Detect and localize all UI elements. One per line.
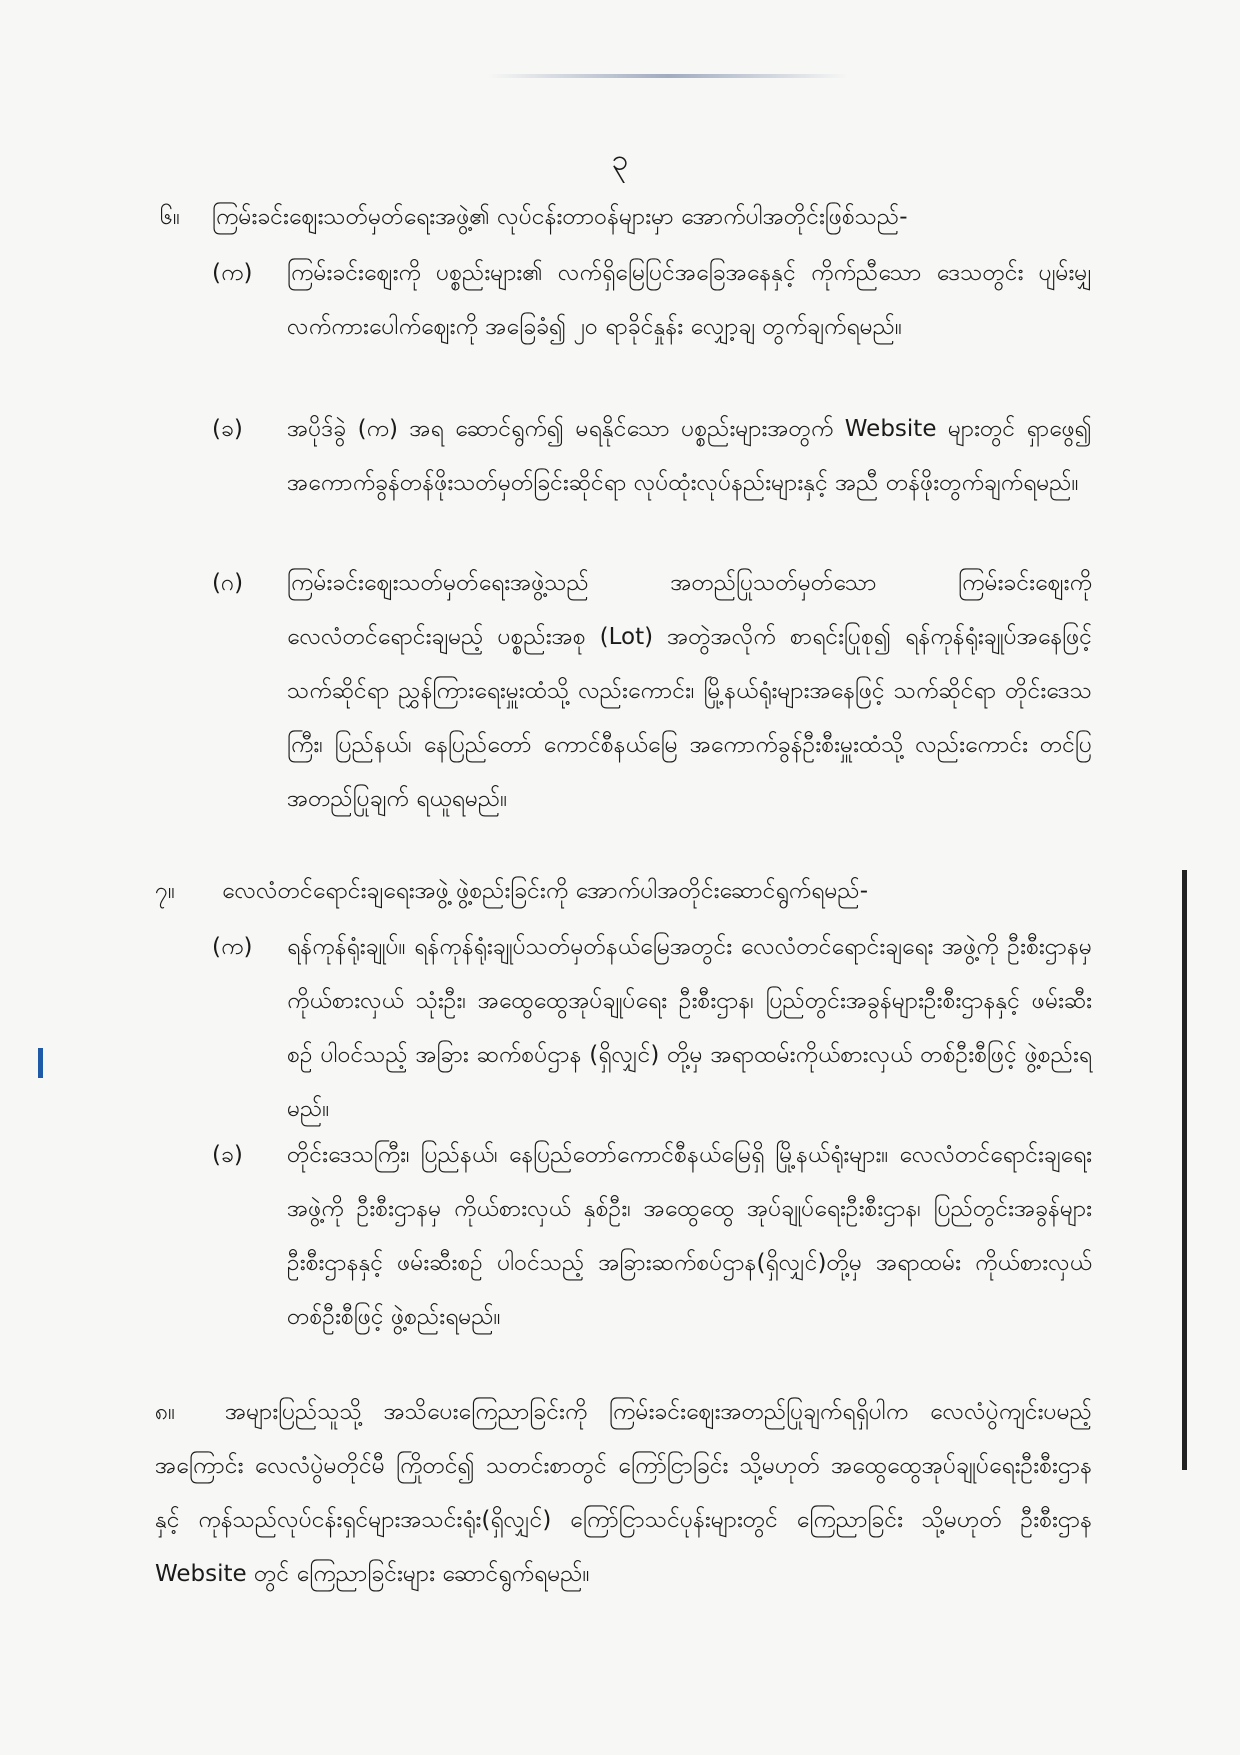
- section-7-item-label: (ခ): [212, 1142, 243, 1168]
- section-6-number: ၆။: [160, 204, 180, 230]
- scan-artifact-right-edge: [1182, 870, 1187, 1470]
- scan-artifact-top: [488, 74, 848, 78]
- section-6-heading: ကြမ်းခင်းဈေးသတ်မှတ်ရေးအဖွဲ့၏ လုပ်ငန်းတာဝန်များမှာ အောက်ပါအတိုင်းဖြစ်သည်-: [212, 204, 908, 230]
- section-6-item-label: (ဂ): [212, 570, 244, 596]
- section-7-heading: လေလံတင်ရောင်းချရေးအဖွဲ့ ဖွဲ့စည်းခြင်းကို အောက်ပါအတိုင်းဆောင်ရွက်ရမည်-: [222, 878, 869, 904]
- section-7-item-label: (က): [212, 934, 253, 960]
- section-7-number: ၇။: [155, 878, 175, 904]
- section-6-item-text: ကြမ်းခင်းဈေးသတ်မှတ်ရေးအဖွဲ့သည် အတည်ပြုသတ်မှတ်သော ကြမ်းခင်းဈေးကို လေလံတင်ရောင်းချမည့် ပစ္စည်းအစု (Lot) အတွဲအလိုက် စာရင်းပြုစု၍ ရန်ကုန်ရုံးချုပ်အနေဖြင့် သက်ဆိုင်ရာ ညွှန်ကြားရေးမှူးထံသို့ လည်းကောင်း၊ မြို့နယ်ရုံးများအနေဖြင့် သက်ဆိုင်ရာ တိုင်းဒေသကြီး၊ ပြည်နယ်၊ နေပြည်တော် ကောင်စီနယ်မြေ အကောက်ခွန်ဦးစီးမှူးထံသို့ လည်းကောင်း တင်ပြအတည်ပြုချက် ရယူရမည်။: [287, 570, 1092, 812]
- section-6-item-text: အပိုဒ်ခွဲ (က) အရ ဆောင်ရွက်၍ မရနိုင်သော ပစ္စည်းများအတွက် Website များတွင် ရှာဖွေ၍ အကောက်ခွန်တန်ဖိုးသတ်မှတ်ခြင်းဆိုင်ရာ လုပ်ထုံးလုပ်နည်းများနှင့် အညီ တန်ဖိုးတွက်ချက်ရမည်။: [287, 416, 1092, 496]
- scan-artifact-left: [38, 1048, 43, 1078]
- section-6-item-label: (ခ): [212, 416, 243, 442]
- page-number: ၃: [611, 143, 629, 178]
- section-8-number: ၈။: [155, 1399, 176, 1425]
- section-6-item-text: ကြမ်းခင်းဈေးကို ပစ္စည်းများ၏ လက်ရှိမြေပြင်အခြေအနေနှင့် ကိုက်ညီသော ဒေသတွင်း ပျမ်းမျှလက်ကားပေါက်ဈေးကို အခြေခံ၍ ၂၀ ရာခိုင်နှုန်း လျှော့ချ တွက်ချက်ရမည်။: [287, 260, 1092, 340]
- section-7-item-text: ရန်ကုန်ရုံးချုပ်။ ရန်ကုန်ရုံးချုပ်သတ်မှတ်နယ်မြေအတွင်း လေလံတင်ရောင်းချရေး အဖွဲ့ကို ဦးစီးဌာနမှ ကိုယ်စားလှယ် သုံးဦး၊ အထွေထွေအုပ်ချုပ်ရေး ဦးစီးဌာန၊ ပြည်တွင်းအခွန်များဦးစီးဌာနနှင့် ဖမ်းဆီးစဉ် ပါဝင်သည့် အခြား ဆက်စပ်ဌာန (ရှိလျှင်) တို့မှ အရာထမ်းကိုယ်စားလှယ် တစ်ဦးစီဖြင့် ဖွဲ့စည်းရမည်။: [287, 934, 1092, 1122]
- section-6-item-label: (က): [212, 260, 253, 286]
- section-8-paragraph: [155, 1385, 1092, 1601]
- section-7-item-text: တိုင်းဒေသကြီး၊ ပြည်နယ်၊ နေပြည်တော်ကောင်စီနယ်မြေရှိ မြို့နယ်ရုံးများ။ လေလံတင်ရောင်းချရေးအဖွဲ့ကို ဦးစီးဌာနမှ ကိုယ်စားလှယ် နှစ်ဦး၊ အထွေထွေ အုပ်ချုပ်ရေးဦးစီးဌာန၊ ပြည်တွင်းအခွန်များဦးစီးဌာနနှင့် ဖမ်းဆီးစဉ် ပါဝင်သည့် အခြားဆက်စပ်ဌာန(ရှိလျှင်)တို့မှ အရာထမ်း ကိုယ်စားလှယ် တစ်ဦးစီဖြင့် ဖွဲ့စည်းရမည်။: [287, 1142, 1092, 1330]
- section-8-text: အများပြည်သူသို့ အသိပေးကြေညာခြင်းကို ကြမ်းခင်းဈေးအတည်ပြုချက်ရရှိပါက လေလံပွဲကျင်းပမည့်အကြောင်း လေလံပွဲမတိုင်မီ ကြိုတင်၍ သတင်းစာတွင် ကြော်ငြာခြင်း သို့မဟုတ် အထွေထွေအုပ်ချုပ်ရေးဦးစီးဌာနနှင့် ကုန်သည်လုပ်ငန်းရှင်များအသင်းရုံး(ရှိလျှင်) ကြော်ငြာသင်ပုန်းများတွင် ကြေညာခြင်း သို့မဟုတ် ဦးစီးဌာန Website တွင် ကြေညာခြင်းများ ဆောင်ရွက်ရမည်။: [155, 1399, 1092, 1587]
